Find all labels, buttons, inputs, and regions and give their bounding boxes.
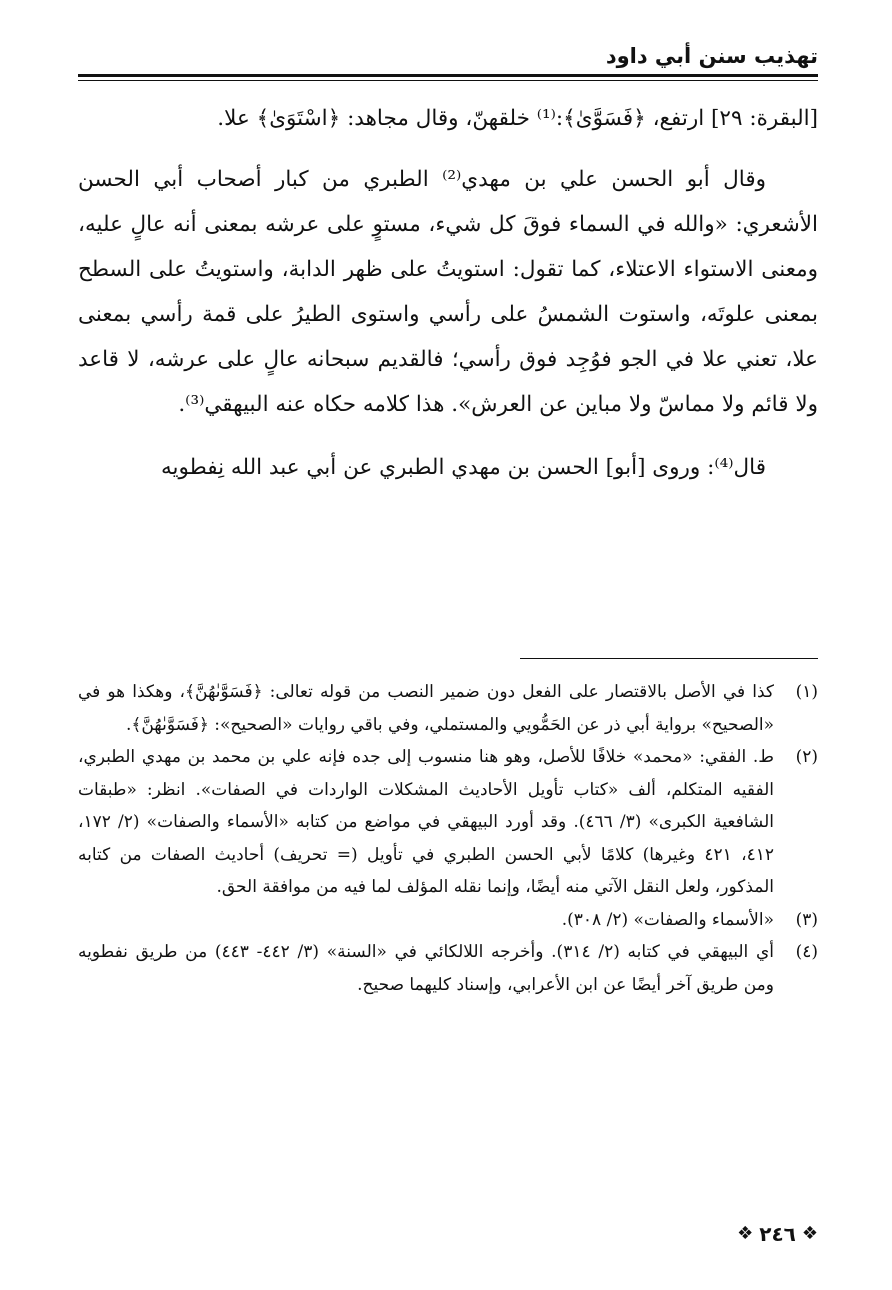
- running-head: تهذيب سنن أبي داود: [605, 44, 818, 68]
- header-rule-thin: [78, 80, 818, 81]
- footnote: [78, 936, 818, 1001]
- footnote-text: أي البيهقي في كتابه (٢/ ٣١٤). وأخرجه اللالكائي في «السنة» (٣/ ٤٤٢- ٤٤٣) من طريق نفطويه ومن طريق آخر أيضًا عن ابن الأعرابي، وإسناد كليهما صحيح.: [78, 942, 775, 995]
- ornament-icon: ❖: [801, 1223, 818, 1244]
- header-rule-thick: [78, 74, 818, 77]
- main-paragraph: قال⁽⁴⁾: وروى [أبو] الحسن بن مهدي الطبري عن أبي عبد الله نِفطويه: [160, 455, 766, 480]
- footnote-number: (٢): [795, 747, 818, 767]
- footnote-text: «الأسماء والصفات» (٢/ ٣٠٨).: [561, 909, 774, 930]
- main-paragraph: [البقرة: ٢٩] ارتفع، ﴿فَسَوَّىٰ﴾:⁽¹⁾ خلقهنّ، وقال مجاهد: ﴿اسْتَوَىٰ﴾ علا.: [217, 106, 818, 131]
- main-text: [78, 96, 818, 490]
- page-folio: [737, 1220, 818, 1248]
- ornament-icon: ❖: [737, 1223, 754, 1244]
- footnote-separator: [520, 658, 818, 659]
- page-number: ٢٤٦: [759, 1222, 796, 1246]
- footnote: [78, 676, 818, 741]
- main-paragraph: وقال أبو الحسن علي بن مهدي⁽²⁾ الطبري من كبار أصحاب أبي الحسن الأشعري: «والله في السماء فوقَ كل شيء، مستوٍ على عرشه بمعنى أنه عالٍ عليه، ومعنى الاستواء الاعتلاء، كما تقول: استويتُ على ظهر الدابة، واستويتُ على السطح بمعنى علوتَه، واستوت الشمسُ على رأسي واستوى الطيرُ على قمة رأسي بمعنى علا، تعني علا في الجو فوُجِد فوق رأسي؛ فالقديم سبحانه عالٍ على عرشه، لا قاعد ولا قائم ولا مماسّ ولا مباين عن العرش». هذا كلامه حكاه عنه البيهقي⁽³⁾.: [78, 167, 818, 417]
- footnote-number: (٤): [795, 942, 818, 962]
- footnotes: [78, 676, 818, 1001]
- footnote: [78, 741, 818, 904]
- footnote-text: ط. الفقي: «محمد» خلافًا للأصل، وهو هنا منسوب إلى جده فإنه علي بن محمد بن مهدي الطبري، الفقيه المتكلم، ألف «كتاب تأويل الأحاديث المشكلات الواردات في الصفات». انظر: «طبقات الشافعية الكبرى» (٣/ ٤٦٦). وقد أورد البيهقي في مواضع من كتابه «الأسماء والصفات» (٢/ ١٧٢، ٤١٢، ٤٢١ وغيرها) كلامًا لأبي الحسن الطبري في تأويل (= تحريف) أحاديث الصفات من كتابه المذكور، ولعل النقل الآتي منه أيضًا، وإنما نقله المؤلف لما فيه من موافقة الحق.: [78, 747, 774, 897]
- footnote: [78, 904, 818, 937]
- footnote-number: (٣): [795, 909, 818, 930]
- footnote-number: (١): [795, 682, 818, 702]
- footnote-text: كذا في الأصل بالاقتصار على الفعل دون ضمير النصب من قوله تعالى: ﴿فَسَوَّىٰهُنَّ﴾، وهكذا هو في «الصحيح» برواية أبي ذر عن الحَمُّويي والمستملي، وفي باقي روايات «الصحيح»: ﴿فَسَوَّىٰهُنَّ﴾.: [78, 682, 774, 735]
